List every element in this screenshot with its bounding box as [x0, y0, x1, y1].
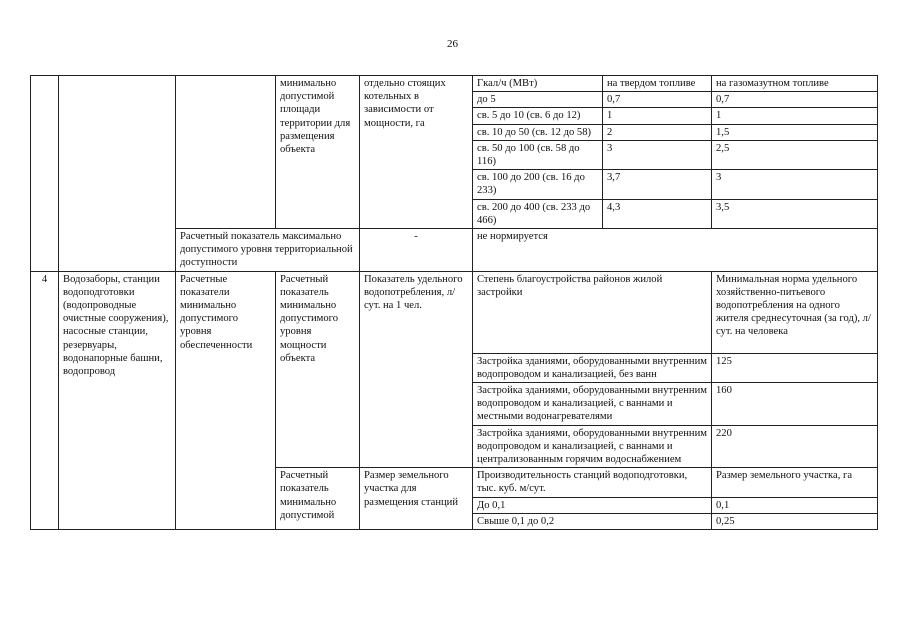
development-cell: Застройка зданиями, оборудованными внутренним водопроводом и канализацией, с ваннами и местными водонагревателями: [473, 383, 712, 426]
gas-fuel-cell: 3: [712, 170, 878, 199]
indicator-group-cell: Расчетные показатели минимально допустимого уровня обеспеченности: [176, 271, 276, 529]
object-cell: Водозаборы, станции водоподготовки (водопроводные очистные сооружения), насосные станции, резервуары, водонапорные башни, водопровод: [59, 271, 176, 529]
capacity-cell: св. 10 до 50 (св. 12 до 58): [473, 124, 603, 140]
solid-fuel-cell: 0,7: [603, 92, 712, 108]
indicator-unit-cell: Показатель удельного водопотребления, л/сут. на 1 чел.: [360, 271, 473, 468]
header-water-norm: Минимальная норма удельного хозяйственно-питьевого водопотребления на одного жителя среднесуточная (за год), л/сут. на человека: [712, 271, 878, 353]
table-row: [31, 271, 878, 353]
norms-table: [30, 75, 878, 530]
development-cell: Застройка зданиями, оборудованными внутренним водопроводом и канализацией, без ванн: [473, 353, 712, 382]
capacity-cell: св. 100 до 200 (св. 16 до 233): [473, 170, 603, 199]
solid-fuel-cell: 2: [603, 124, 712, 140]
accessibility-value: не нормируется: [473, 229, 878, 272]
header-solid-fuel: на твердом топливе: [603, 76, 712, 92]
page-number: 26: [447, 38, 458, 50]
solid-fuel-cell: 3: [603, 140, 712, 169]
capacity-cell: св. 200 до 400 (св. 233 до 466): [473, 199, 603, 228]
header-gas-fuel: на газомазутном топливе: [712, 76, 878, 92]
capacity-cell: св. 5 до 10 (св. 6 до 12): [473, 108, 603, 124]
gas-fuel-cell: 3,5: [712, 199, 878, 228]
indicator-cell: Расчетный показатель минимально допустимого уровня мощности объекта: [276, 271, 360, 468]
gas-fuel-cell: 1: [712, 108, 878, 124]
gas-fuel-cell: 0,7: [712, 92, 878, 108]
accessibility-label: Расчетный показатель максимально допустимого уровня территориальной доступности: [176, 229, 360, 272]
indicator-unit-cell: отдельно стоящих котельных в зависимости от мощности, га: [360, 76, 473, 229]
water-norm-cell: 220: [712, 425, 878, 468]
table-row: [31, 76, 878, 92]
header-plot-size: Размер земельного участка, га: [712, 468, 878, 497]
indicator-cell: Расчетный показатель минимально допустимой: [276, 468, 360, 530]
station-capacity-cell: Свыше 0,1 до 0,2: [473, 513, 712, 529]
development-cell: Застройка зданиями, оборудованными внутренним водопроводом и канализацией, с ваннами и централизованным горячим водоснабжением: [473, 425, 712, 468]
station-capacity-cell: До 0,1: [473, 497, 712, 513]
water-norm-cell: 125: [712, 353, 878, 382]
gas-fuel-cell: 1,5: [712, 124, 878, 140]
header-station-capacity: Производительность станций водоподготовки, тыс. куб. м/сут.: [473, 468, 712, 497]
solid-fuel-cell: 1: [603, 108, 712, 124]
number-cell: 4: [31, 271, 59, 529]
capacity-cell: св. 50 до 100 (св. 58 до 116): [473, 140, 603, 169]
header-capacity: Гкал/ч (МВт): [473, 76, 603, 92]
object-cell: [59, 76, 176, 272]
indicator-group-cell: [176, 76, 276, 229]
accessibility-unit: -: [360, 229, 473, 272]
indicator-cell: минимально допустимой площади территории для размещения объекта: [276, 76, 360, 229]
plot-size-cell: 0,25: [712, 513, 878, 529]
plot-size-cell: 0,1: [712, 497, 878, 513]
header-development-level: Степень благоустройства районов жилой застройки: [473, 271, 712, 353]
indicator-unit-cell: Размер земельного участка для размещения станций: [360, 468, 473, 530]
solid-fuel-cell: 3,7: [603, 170, 712, 199]
water-norm-cell: 160: [712, 383, 878, 426]
gas-fuel-cell: 2,5: [712, 140, 878, 169]
capacity-cell: до 5: [473, 92, 603, 108]
number-cell: [31, 76, 59, 272]
solid-fuel-cell: 4,3: [603, 199, 712, 228]
